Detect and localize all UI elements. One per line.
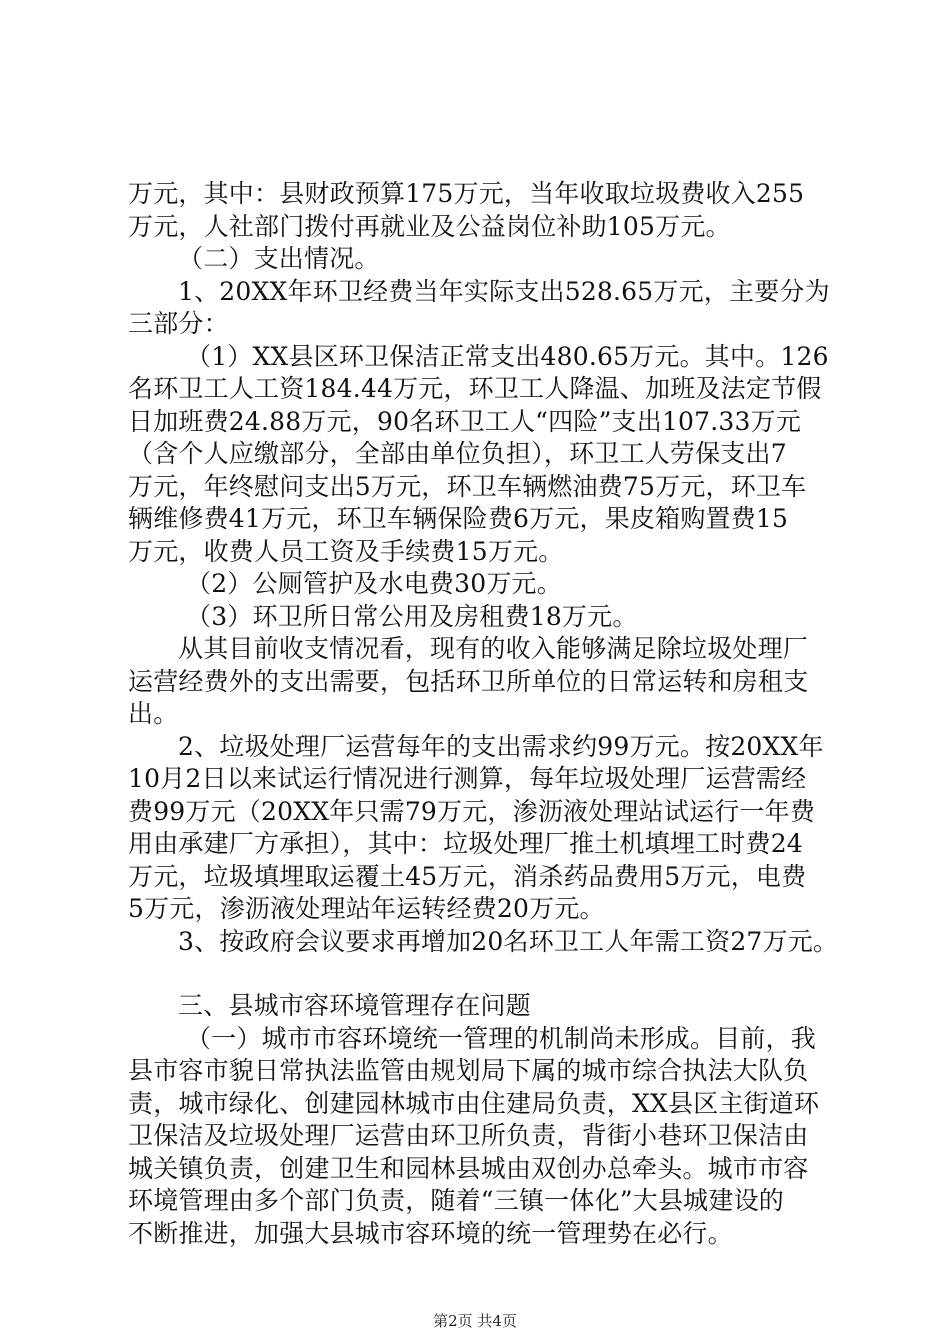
paragraph-line: 2、垃圾处理厂运营每年的支出需求约99万元。按20XX年 [178,731,824,761]
section-heading-expenditure: （二）支出情况。 [178,244,380,273]
paragraph-line: （3）环卫所日常公用及房租费18万元。 [186,601,638,631]
paragraph-line: 日加班费24.88万元，90名环卫工人“四险”支出107.33万元 [128,406,802,436]
paragraph-line: 万元，人社部门拨付再就业及公益岗位补助105万元。 [128,211,731,241]
paragraph-line: 辆维修费41万元，环卫车辆保险费6万元，果皮箱购置费15 [128,504,789,533]
paragraph-line: 万元，收费人员工资及手续费15万元。 [128,536,564,566]
paragraph-gap [128,958,828,990]
paragraph-line: （1）XX县区环卫保洁正常支出480.65万元。其中。126 [186,341,829,371]
paragraph-line: 万元，年终慰问支出5万元，环卫车辆燃油费75万元，环卫车 [128,471,807,501]
paragraph-line: 5万元，渗沥液处理站年运转经费20万元。 [128,894,605,923]
paragraph-line: 1、20XX年环卫经费当年实际支出528.65万元，主要分为 [178,276,830,306]
paragraph-line: 出。 [128,699,179,728]
paragraph-line: 名环卫工人工资184.44万元，环卫工人降温、加班及法定节假 [128,374,822,403]
paragraph-line: 用由承建厂方承担），其中：垃圾处理厂推土机填埋工时费24 [128,829,803,858]
paragraph-line: 责，城市绿化、创建园林城市由住建局负责，XX县区主街道环 [128,1088,820,1118]
paragraph-line: 运营经费外的支出需要，包括环卫所单位的日常运转和房租支 [128,666,809,696]
paragraph-line: （2）公厕管护及水电费30万元。 [186,569,562,598]
paragraph-line: 3、按政府会议要求再增加20名环卫工人年需工资27万元。 [178,926,839,956]
paragraph-line: 不断推进，加强大县城市容环境的统一管理势在必行。 [128,1218,733,1248]
paragraph-line: 万元，垃圾填埋取运覆土45万元，消杀药品费用5万元，电费 [128,861,807,891]
paragraph-line: （含个人应缴部分，全部由单位负担），环卫工人劳保支出7 [128,439,787,468]
paragraph-line: 费99万元（20XX年只需79万元，渗沥液处理站试运行一年费 [128,796,816,826]
document-body [128,178,839,1250]
paragraph-line: 卫保洁及垃圾处理厂运营由环卫所负责，背街小巷环卫保洁由 [128,1121,809,1150]
paragraph-line: 环境管理由多个部门负责，随着“三镇一体化”大县城建设的 [128,1186,784,1215]
paragraph-line: 县市容市貌日常执法监管由规划局下属的城市综合执法大队负 [128,1056,809,1085]
paragraph-line: 10月2日以来试运行情况进行测算，每年垃圾处理厂运营需经 [128,764,807,793]
paragraph-line: 城关镇负责，创建卫生和园林县城由双创办总牵头。城市市容 [128,1153,809,1183]
section-heading-problems: 三、县城市容环境管理存在问题 [178,991,531,1020]
paragraph-line: 从其目前收支情况看，现有的收入能够满足除垃圾处理厂 [178,634,809,663]
paragraph-line: （一）城市市容环境统一管理的机制尚未形成。目前，我 [186,1023,817,1053]
paragraph-line: 万元，其中：县财政预算175万元，当年收取垃圾费收入255 [128,179,805,208]
page-number: 第2页 共4页 [433,1312,517,1330]
paragraph-line: 三部分： [128,309,229,338]
